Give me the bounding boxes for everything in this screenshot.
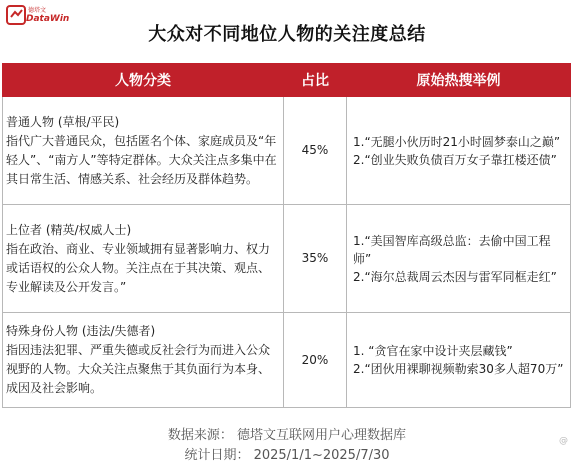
category-cell	[3, 313, 284, 408]
category-cell	[3, 97, 284, 205]
examples-cell	[347, 313, 571, 408]
category-cell	[3, 205, 284, 313]
percent-cell: 20%	[284, 313, 347, 408]
header-examples: 原始热搜举例	[347, 64, 571, 97]
example-item: 2.“海尔总裁周云杰因与雷军同框走红”	[353, 269, 557, 284]
header-category: 人物分类	[3, 64, 284, 97]
table-row	[3, 313, 571, 408]
example-item: 1.“无腿小伙历时21小时圆梦泰山之巅”	[353, 134, 561, 149]
summary-table	[2, 63, 571, 408]
example-item: 1. “贪官在家中设计夹层藏钱”	[353, 344, 513, 358]
logo-en-text: DataWin	[26, 14, 70, 24]
logo-cn-text: 德塔文	[28, 7, 47, 14]
percent-cell: 35%	[284, 205, 347, 313]
table-header-row	[3, 64, 571, 97]
header-percent: 占比	[284, 64, 347, 97]
examples-cell	[347, 97, 571, 205]
category-description: 指代广大普通民众，包括匿名个体、家庭成员及“年轻人”、“南方人”等特定群体。大众关注点多集中在其日常生活、情感关系、社会经历及群体趋势。	[6, 133, 277, 186]
statistic-date: 统计日期： 2025/1/1~2025/7/30	[184, 448, 390, 463]
example-item: 2.“创业失败负债百万女子靠扛楼还债”	[353, 152, 557, 167]
percent-cell: 45%	[284, 97, 347, 205]
example-item: 1.“美国智库高级总监：去偷中国工程师”	[353, 233, 551, 266]
table-row	[3, 205, 571, 313]
category-name: 上位者 (精英/权威人士)	[6, 222, 132, 237]
example-item: 2.“团伙用裸聊视频勒索30多人超70万”	[353, 362, 564, 376]
page-title: 大众对不同地位人物的关注度总结	[148, 24, 426, 45]
table-row	[3, 97, 571, 205]
category-name: 普通人物 (草根/平民)	[6, 114, 120, 129]
data-source: 数据来源： 德塔文互联网用户心理数据库	[167, 428, 407, 443]
category-description: 指在政治、商业、专业领域拥有显著影响力、权力或话语权的公众人物。关注点在于其决策、观点、专业解读及公开发言。”	[6, 241, 271, 294]
watermark: @	[559, 436, 568, 446]
category-description: 指因违法犯罪、严重失德或反社会行为而进入公众视野的人物。大众关注点聚焦于其负面行为本身、成因及社会影响。	[6, 343, 271, 395]
category-name: 特殊身份人物 (违法/失德者)	[6, 324, 156, 338]
examples-cell	[347, 205, 571, 313]
